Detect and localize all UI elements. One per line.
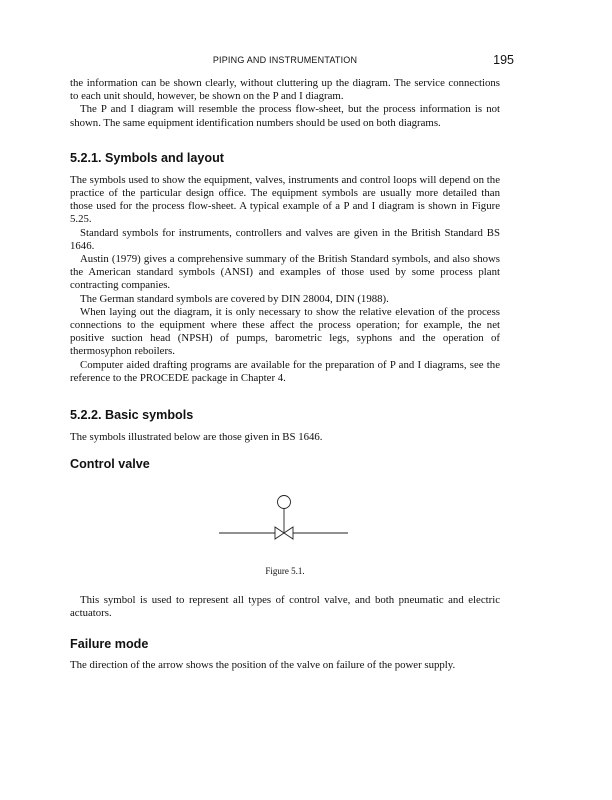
paragraph: This symbol is used to represent all types of control valve, and both pneumatic and electric actuators. — [70, 594, 500, 620]
control-valve-icon — [70, 493, 500, 563]
figure-caption: Figure 5.1. — [265, 566, 305, 577]
paragraph: The direction of the arrow shows the position of the valve on failure of the power supply. — [70, 658, 456, 671]
page-number: 195 — [493, 53, 514, 67]
paragraph: Austin (1979) gives a comprehensive summary of the British Standard symbols, and also shows the American standard symbols (ANSI) and examples of those used by some process plant contracting companies. — [70, 253, 500, 292]
body-text — [70, 77, 500, 672]
paragraph: The symbols illustrated below are those given in BS 1646. — [70, 431, 323, 444]
running-header-title: PIPING AND INSTRUMENTATION — [212, 55, 358, 65]
paragraph: The German standard symbols are covered by DIN 28004, DIN (1988). — [80, 292, 389, 305]
section-heading-symbols-layout: 5.2.1. Symbols and layout — [70, 150, 224, 165]
running-header — [70, 53, 514, 68]
paragraph: Computer aided drafting programs are available for the preparation of P and I diagrams, see the reference to the PROCEDE package in Chapter 4. — [70, 358, 500, 384]
section-heading-basic-symbols: 5.2.2. Basic symbols — [70, 408, 194, 423]
paragraph: The P and I diagram will resemble the process flow-sheet, but the process information is not shown. The same equipment identification numbers should be used on both diagrams. — [70, 103, 500, 129]
paragraph: the information can be shown clearly, without cluttering up the diagram. The service connections to each unit should, however, be shown on the P and I diagram. — [70, 77, 500, 103]
subheading-failure-mode: Failure mode — [70, 636, 149, 651]
paragraph: The symbols used to show the equipment, valves, instruments and control loops will depend on the practice of the particular design office. The equipment symbols are usually more detailed than those used for the process flow-sheet. A typical example of a P and I diagram is shown in Figure 5.25. — [70, 173, 500, 226]
figure-5-1 — [70, 493, 500, 581]
subheading-control-valve: Control valve — [70, 457, 150, 472]
paragraph: Standard symbols for instruments, controllers and valves are given in the British Standard BS 1646. — [70, 226, 500, 252]
paragraph: When laying out the diagram, it is only necessary to show the relative elevation of the process connections to the equipment where these affect the process operation; for example, the net positive suction head (NPSH) of pumps, barometric legs, syphons and the operation of thermosyphon reboilers. — [70, 305, 500, 358]
